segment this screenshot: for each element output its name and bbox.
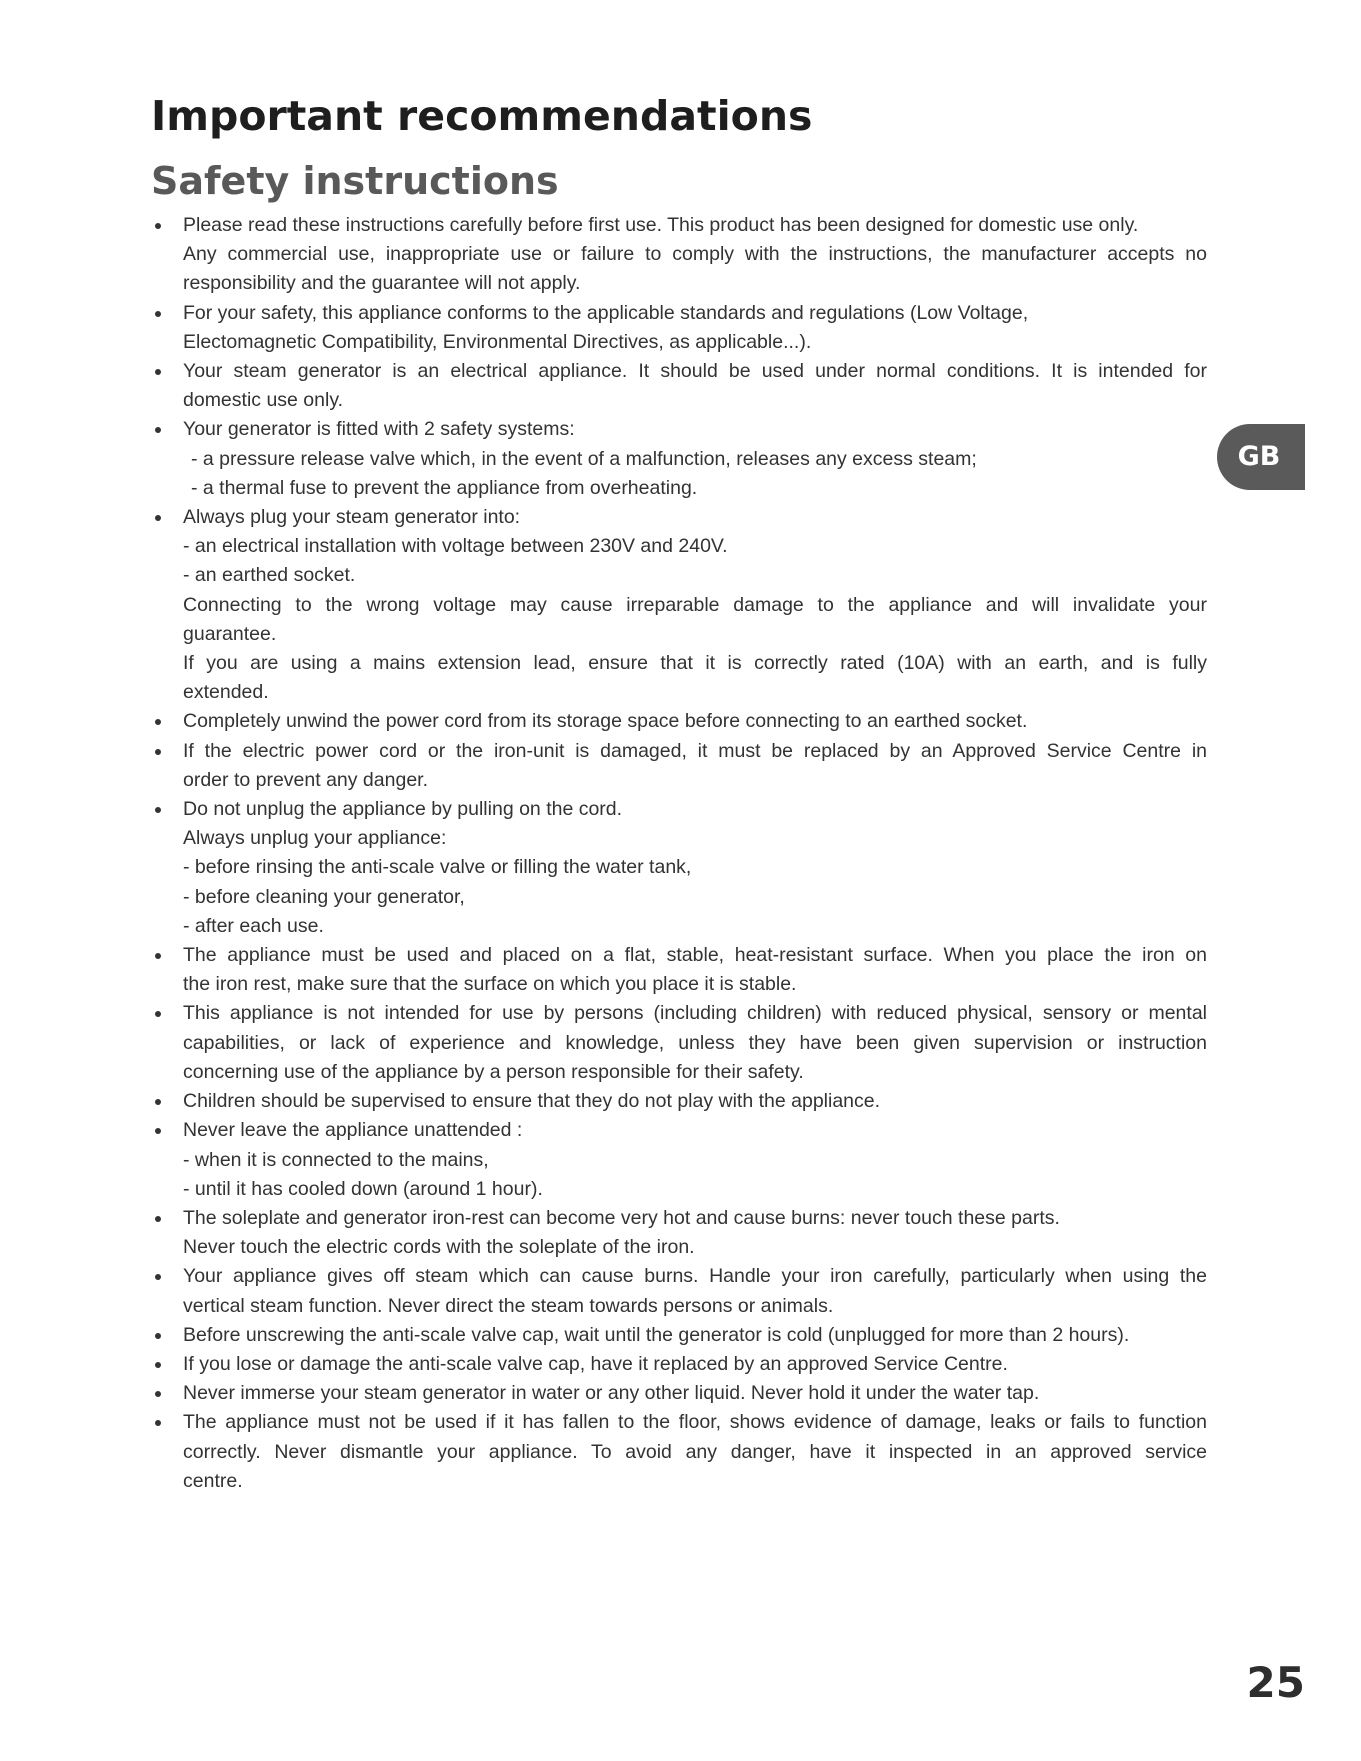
language-tab-gb: GB [1217, 424, 1305, 490]
instruction-text-line: Children should be supervised to ensure that they do not play with the appliance. [183, 1090, 881, 1113]
instruction-item [150, 1350, 1207, 1379]
instruction-text-line: Any commercial use, inappropriate use or failure to comply with the instructions, the manufacturer accepts no [183, 243, 1207, 266]
instruction-text-line: capabilities, or lack of experience and knowledge, unless they have been given supervision or instruction [183, 1031, 1207, 1054]
instruction-text-line: Do not unplug the appliance by pulling on the cord. [183, 798, 623, 821]
instruction-text-line: Never leave the appliance unattended : [183, 1119, 523, 1142]
instruction-text-line: Your appliance gives off steam which can cause burns. Handle your iron carefully, particularly when using the [183, 1265, 1207, 1288]
instruction-subitem: - a thermal fuse to prevent the appliance from overheating. [191, 476, 698, 499]
instruction-text-line: - until it has cooled down (around 1 hour). [183, 1177, 543, 1200]
instruction-item [150, 795, 1207, 941]
instruction-text-line: vertical steam function. Never direct the steam towards persons or animals. [183, 1294, 834, 1317]
instruction-text-line: If the electric power cord or the iron-unit is damaged, it must be replaced by an Approved Service Centre in [183, 739, 1207, 762]
instruction-text-line: - before cleaning your generator, [183, 885, 465, 908]
instruction-item [150, 1379, 1207, 1408]
instruction-item [150, 1204, 1207, 1262]
instruction-text-line: The appliance must not be used if it has fallen to the floor, shows evidence of damage, leaks or fails to function [183, 1411, 1207, 1434]
instruction-item [150, 1262, 1207, 1320]
instruction-text-line: - after each use. [183, 914, 324, 937]
instruction-item [150, 211, 1207, 299]
instruction-text-line: responsibility and the guarantee will not apply. [183, 272, 581, 295]
instruction-item [150, 1408, 1207, 1496]
instruction-text-line: Your steam generator is an electrical appliance. It should be used under normal conditions. It is intended for [183, 360, 1207, 383]
instruction-text-line: domestic use only. [183, 389, 344, 412]
instruction-text-line: - an electrical installation with voltage between 230V and 240V. [183, 535, 728, 558]
instruction-item [150, 415, 1207, 503]
instruction-text-line: - an earthed socket. [183, 564, 356, 587]
instruction-text-line: guarantee. [183, 622, 277, 645]
instruction-text-line: Electomagnetic Compatibility, Environmental Directives, as applicable...). [183, 330, 812, 353]
instruction-item [150, 941, 1207, 999]
section-title: Safety instructions [151, 159, 559, 203]
instruction-item [150, 1321, 1207, 1350]
instruction-item [150, 503, 1207, 707]
instruction-text-line: - when it is connected to the mains, [183, 1148, 489, 1171]
instruction-text-line: Always plug your steam generator into: [183, 506, 521, 529]
instruction-text-line: Your generator is fitted with 2 safety systems: [183, 418, 575, 441]
safety-instructions-list [150, 211, 1207, 1496]
instruction-text-line: order to prevent any danger. [183, 768, 428, 791]
instruction-text-line: the iron rest, make sure that the surface on which you place it is stable. [183, 973, 797, 996]
instruction-text-line: - before rinsing the anti-scale valve or filling the water tank, [183, 856, 692, 879]
instruction-text-line: Never immerse your steam generator in water or any other liquid. Never hold it under the water tap. [183, 1382, 1040, 1405]
instruction-item [150, 299, 1207, 357]
instruction-subitem: - a pressure release valve which, in the event of a malfunction, releases any excess steam; [191, 447, 977, 470]
instruction-item [150, 707, 1207, 736]
instruction-text-line: For your safety, this appliance conforms to the applicable standards and regulations (Low Voltage, [183, 301, 1029, 324]
instruction-item [150, 357, 1207, 415]
instruction-item [150, 737, 1207, 795]
instruction-text-line: Always unplug your appliance: [183, 827, 447, 850]
instruction-text-line: Completely unwind the power cord from its storage space before connecting to an earthed socket. [183, 710, 1028, 733]
instruction-text-line: This appliance is not intended for use by persons (including children) with reduced physical, sensory or mental [183, 1002, 1207, 1025]
page-number: 25 [1246, 1658, 1305, 1707]
instruction-text-line: extended. [183, 681, 269, 704]
page-title: Important recommendations [151, 92, 813, 140]
instruction-text-line: Before unscrewing the anti-scale valve cap, wait until the generator is cold (unplugged for more than 2 hours). [183, 1323, 1130, 1346]
instruction-text-line: The soleplate and generator iron-rest can become very hot and cause burns: never touch these parts. [183, 1206, 1060, 1229]
instruction-text-line: Please read these instructions carefully before first use. This product has been designed for domestic use only. [183, 214, 1139, 236]
instruction-text-line: Never touch the electric cords with the soleplate of the iron. [183, 1236, 695, 1259]
instruction-text-line: centre. [183, 1469, 243, 1492]
instruction-item [150, 1087, 1207, 1116]
instruction-text-line: If you are using a mains extension lead, ensure that it is correctly rated (10A) with an earth, and is fully [183, 652, 1207, 675]
instruction-text-line: Connecting to the wrong voltage may cause irreparable damage to the appliance and will invalidate your [183, 593, 1207, 616]
instruction-text-line: If you lose or damage the anti-scale valve cap, have it replaced by an approved Service Centre. [183, 1352, 1008, 1375]
instruction-item [150, 999, 1207, 1087]
instruction-text-line: correctly. Never dismantle your appliance. To avoid any danger, have it inspected in an approved service [183, 1440, 1207, 1463]
instruction-text-line: concerning use of the appliance by a person responsible for their safety. [183, 1060, 804, 1083]
instruction-text-line: The appliance must be used and placed on a flat, stable, heat-resistant surface. When you place the iron on [183, 944, 1207, 967]
instruction-item [150, 1116, 1207, 1204]
